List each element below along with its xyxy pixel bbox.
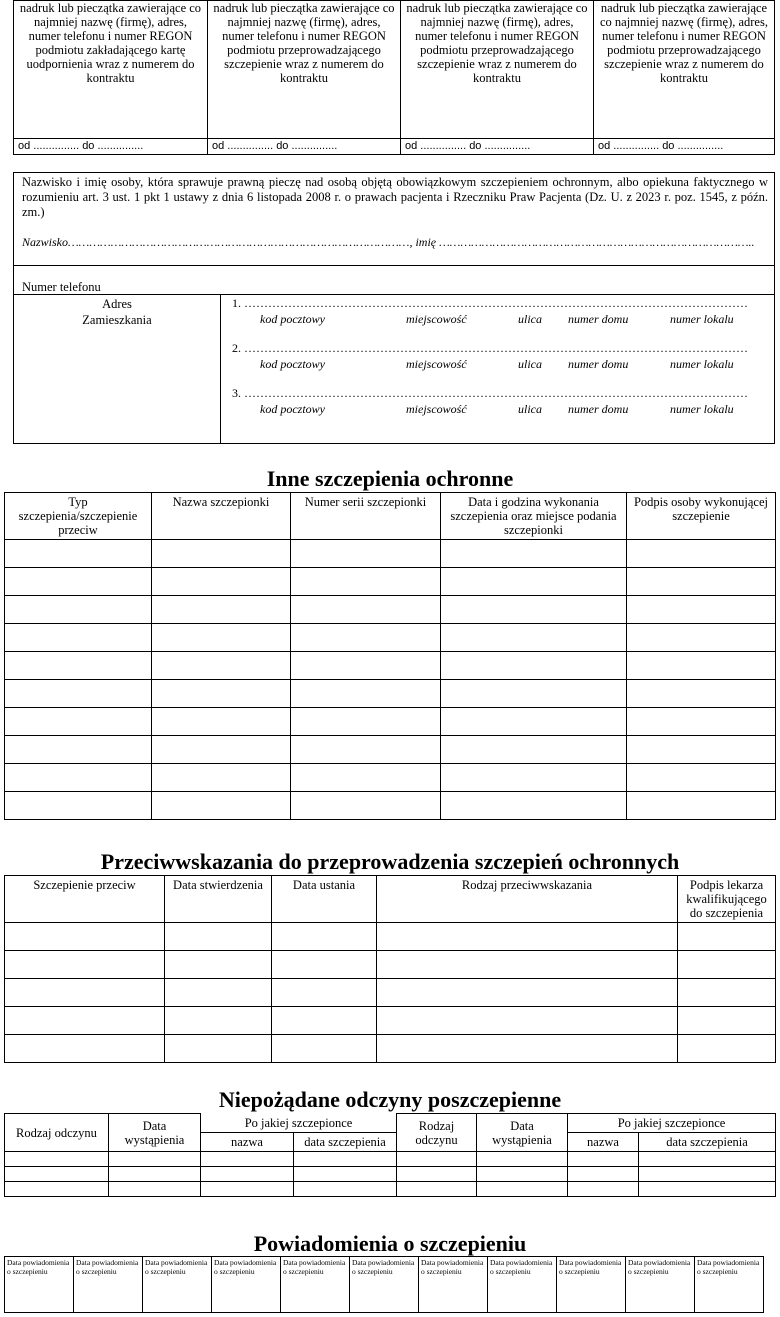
table-cell[interactable] (152, 568, 291, 596)
table-cell[interactable] (678, 1007, 776, 1035)
table-cell[interactable] (377, 1007, 678, 1035)
table-cell[interactable] (109, 1167, 201, 1182)
table-cell[interactable] (5, 1167, 109, 1182)
table-cell[interactable] (165, 1035, 272, 1063)
guardian-box (13, 172, 775, 444)
table-cell[interactable] (639, 1152, 776, 1167)
reactions-table (4, 1113, 776, 1197)
table-cell[interactable] (5, 1182, 109, 1197)
contraindications-title: Przeciwwskazania do przeprowadzenia szczepień ochronnych (100, 849, 680, 874)
street-label: ulica (518, 402, 542, 416)
column-header: Data i godzina wykonania szczepienia oraz miejsce podania szczepionki (441, 493, 627, 540)
notification-cell[interactable]: Data powiadomienia o szczepieniu (212, 1257, 281, 1313)
notifications-table (4, 1256, 764, 1313)
table-cell[interactable] (568, 1167, 639, 1182)
table-cell[interactable] (627, 708, 776, 736)
guardian-intro: Nazwisko i imię osoby, która sprawuje prawną pieczę nad osobą objętą obowiązkowym szczepieniem ochronnym, albo opiekuna faktycznego w rozumieniu art. 3 ust. 1 pkt 1 ustawy z dnia 6 listopada 2008 r. o prawach pacjenta i Rzeczniku Praw Pacjenta (Dz. U. z 2023 r. poz. 1545, z późn. zm.) (22, 175, 768, 219)
table-cell[interactable] (377, 979, 678, 1007)
table-row (5, 764, 776, 792)
notification-cell[interactable]: Data powiadomienia o szczepieniu (419, 1257, 488, 1313)
table-cell[interactable] (152, 680, 291, 708)
address-line-3[interactable]: 3. ……………………………………………………………………………………………………………… (232, 386, 748, 400)
period-field[interactable]: od ............... do ............... (14, 139, 208, 155)
table-cell[interactable] (165, 1007, 272, 1035)
column-header: Data stwierdzenia (165, 876, 272, 923)
table-cell[interactable] (5, 923, 165, 951)
table-cell[interactable] (152, 624, 291, 652)
table-cell[interactable] (627, 736, 776, 764)
column-header: Rodzaj odczynu (397, 1114, 477, 1152)
contraindications-table (4, 875, 776, 1063)
column-header: Rodzaj odczynu (5, 1114, 109, 1152)
table-cell[interactable] (5, 1035, 165, 1063)
column-header: Podpis osoby wykonującej szczepienie (627, 493, 776, 540)
table-row (5, 624, 776, 652)
table-cell[interactable] (165, 923, 272, 951)
stamp-cell: nadruk lub pieczątka zawierające co najmniej nazwę (firmę), adres, numer telefonu i numer REGON podmiotu przeprowadzającego szczepienie wraz z numerem do kontraktu (208, 1, 401, 139)
table-cell[interactable] (627, 652, 776, 680)
table-cell[interactable] (627, 624, 776, 652)
stamp-cell: nadruk lub pieczątka zawierające co najmniej nazwę (firmę), adres, numer telefonu i numer REGON podmiotu zakładającego kartę uodpornienia wraz z numerem do kontraktu (14, 1, 208, 139)
table-cell[interactable] (152, 708, 291, 736)
table-cell[interactable] (5, 708, 152, 736)
table-cell[interactable] (5, 1007, 165, 1035)
table-cell[interactable] (109, 1182, 201, 1197)
table-row (5, 979, 776, 1007)
table-cell[interactable] (5, 540, 152, 568)
table-cell[interactable] (477, 1167, 568, 1182)
column-subheader: nazwa (568, 1133, 639, 1152)
table-cell[interactable] (291, 764, 441, 792)
table-cell[interactable] (441, 736, 627, 764)
table-cell[interactable] (5, 624, 152, 652)
table-row (5, 951, 776, 979)
table-row (5, 540, 776, 568)
table-row (5, 923, 776, 951)
table-cell[interactable] (5, 736, 152, 764)
table-cell[interactable] (109, 1152, 201, 1167)
table-cell[interactable] (377, 1035, 678, 1063)
table-cell[interactable] (291, 568, 441, 596)
column-subheader: data szczepienia (639, 1133, 776, 1152)
table-cell[interactable] (152, 764, 291, 792)
notifications-title: Powiadomienia o szczepieniu (253, 1231, 527, 1256)
postal-code-label: kod pocztowy (260, 402, 325, 416)
table-cell[interactable] (291, 624, 441, 652)
table-row (5, 596, 776, 624)
postal-code-label: kod pocztowy (260, 312, 325, 326)
period-field[interactable]: od ............... do ............... (401, 139, 594, 155)
table-cell[interactable] (272, 1035, 377, 1063)
table-cell[interactable] (291, 680, 441, 708)
table-cell[interactable] (5, 568, 152, 596)
table-cell[interactable] (397, 1167, 477, 1182)
table-cell[interactable] (291, 708, 441, 736)
table-cell[interactable] (441, 596, 627, 624)
divider (14, 265, 774, 266)
table-cell[interactable] (477, 1182, 568, 1197)
table-cell[interactable] (291, 736, 441, 764)
table-cell[interactable] (201, 1182, 294, 1197)
table-cell[interactable] (5, 652, 152, 680)
table-cell[interactable] (441, 764, 627, 792)
table-row (5, 792, 776, 820)
column-header: Po jakiej szczepionce (568, 1114, 776, 1133)
table-cell[interactable] (441, 680, 627, 708)
period-field[interactable]: od ............... do ............... (594, 139, 775, 155)
address-line-2[interactable]: 2. ……………………………………………………………………………………………………………… (232, 341, 748, 355)
notification-cell[interactable]: Data powiadomienia o szczepieniu (143, 1257, 212, 1313)
table-row (5, 1182, 776, 1197)
table-cell[interactable] (397, 1152, 477, 1167)
table-cell[interactable] (294, 1182, 397, 1197)
table-cell[interactable] (441, 568, 627, 596)
table-cell[interactable] (627, 764, 776, 792)
table-cell[interactable] (152, 792, 291, 820)
table-cell[interactable] (165, 979, 272, 1007)
column-subheader: data szczepienia (294, 1133, 397, 1152)
notification-cell[interactable]: Data powiadomienia o szczepieniu (557, 1257, 626, 1313)
table-cell[interactable] (377, 923, 678, 951)
table-cell[interactable] (678, 923, 776, 951)
table-cell[interactable] (272, 1007, 377, 1035)
table-cell[interactable] (639, 1182, 776, 1197)
table-cell[interactable] (5, 792, 152, 820)
other-vaccinations-title: Inne szczepienia ochronne (266, 466, 514, 491)
city-label: miejscowość (406, 402, 467, 416)
table-cell[interactable] (627, 568, 776, 596)
house-number-label: numer domu (568, 312, 629, 326)
notification-cell[interactable]: Data powiadomienia o szczepieniu (626, 1257, 695, 1313)
street-label: ulica (518, 312, 542, 326)
divider (14, 294, 774, 295)
table-cell[interactable] (568, 1152, 639, 1167)
table-cell[interactable] (441, 540, 627, 568)
table-cell[interactable] (152, 596, 291, 624)
table-cell[interactable] (441, 624, 627, 652)
stamps-table (13, 0, 775, 155)
table-cell[interactable] (5, 951, 165, 979)
column-header: Data wystąpienia (477, 1114, 568, 1152)
apartment-number-label: numer lokalu (670, 312, 734, 326)
street-label: ulica (518, 357, 542, 371)
table-cell[interactable] (377, 951, 678, 979)
table-cell[interactable] (291, 792, 441, 820)
table-cell[interactable] (5, 764, 152, 792)
table-row (5, 736, 776, 764)
house-number-label: numer domu (568, 357, 629, 371)
table-row (5, 652, 776, 680)
reactions-title: Niepożądane odczyny poszczepienne (218, 1087, 562, 1112)
table-cell[interactable] (678, 951, 776, 979)
column-header: Szczepienie przeciw (5, 876, 165, 923)
divider (220, 294, 221, 444)
guardian-name-line[interactable]: Nazwisko……………………………………………………………………………………, imię …………………………………………………………………………….. (22, 235, 755, 249)
notification-cell[interactable]: Data powiadomienia o szczepieniu (281, 1257, 350, 1313)
column-subheader: nazwa (201, 1133, 294, 1152)
table-cell[interactable] (5, 979, 165, 1007)
table-row (5, 680, 776, 708)
table-row (5, 708, 776, 736)
table-cell[interactable] (397, 1182, 477, 1197)
table-cell[interactable] (152, 736, 291, 764)
postal-code-label: kod pocztowy (260, 357, 325, 371)
table-cell[interactable] (627, 792, 776, 820)
period-field[interactable]: od ............... do ............... (208, 139, 401, 155)
table-cell[interactable] (639, 1167, 776, 1182)
table-cell[interactable] (152, 652, 291, 680)
column-header: Data ustania (272, 876, 377, 923)
table-cell[interactable] (627, 540, 776, 568)
table-cell[interactable] (568, 1182, 639, 1197)
table-cell[interactable] (627, 596, 776, 624)
table-row (5, 1167, 776, 1182)
table-cell[interactable] (294, 1152, 397, 1167)
table-row (5, 1152, 776, 1167)
notification-cell[interactable]: Data powiadomienia o szczepieniu (488, 1257, 557, 1313)
column-header: Podpis lekarza kwalifikującego do szczepienia (678, 876, 776, 923)
address-label (14, 296, 220, 328)
table-cell[interactable] (291, 540, 441, 568)
table-cell[interactable] (627, 680, 776, 708)
table-cell[interactable] (441, 792, 627, 820)
table-cell[interactable] (272, 923, 377, 951)
phone-label: Numer telefonu (22, 280, 101, 294)
table-cell[interactable] (291, 596, 441, 624)
house-number-label: numer domu (568, 402, 629, 416)
stamp-cell: nadruk lub pieczątka zawierające co najmniej nazwę (firmę), adres, numer telefonu i numer REGON podmiotu przeprowadzającego szczepienie wraz z numerem do kontraktu (401, 1, 594, 139)
table-row (5, 1035, 776, 1063)
city-label: miejscowość (406, 357, 467, 371)
table-cell[interactable] (152, 540, 291, 568)
table-row (5, 1007, 776, 1035)
table-cell[interactable] (291, 652, 441, 680)
column-header: Nazwa szczepionki (152, 493, 291, 540)
table-cell[interactable] (165, 951, 272, 979)
apartment-number-label: numer lokalu (670, 402, 734, 416)
table-cell[interactable] (678, 979, 776, 1007)
table-cell[interactable] (441, 708, 627, 736)
notification-cell[interactable]: Data powiadomienia o szczepieniu (350, 1257, 419, 1313)
table-cell[interactable] (477, 1152, 568, 1167)
notification-cell[interactable]: Data powiadomienia o szczepieniu (695, 1257, 764, 1313)
address-line-1[interactable]: 1. ……………………………………………………………………………………………………………… (232, 296, 748, 310)
column-header: Data wystąpienia (109, 1114, 201, 1152)
address-label-line: Adres (102, 297, 132, 311)
table-cell[interactable] (201, 1152, 294, 1167)
stamp-cell: nadruk lub pieczątka zawierające co najmniej nazwę (firmę), adres, numer telefonu i numer REGON podmiotu przeprowadzającego szczepienie wraz z numerem do kontraktu (594, 1, 775, 139)
column-header: Po jakiej szczepionce (201, 1114, 397, 1133)
table-cell[interactable] (5, 596, 152, 624)
column-header: Rodzaj przeciwwskazania (377, 876, 678, 923)
column-header: Numer serii szczepionki (291, 493, 441, 540)
table-cell[interactable] (5, 1152, 109, 1167)
other-vaccinations-table (4, 492, 776, 820)
table-cell[interactable] (441, 652, 627, 680)
table-cell[interactable] (272, 951, 377, 979)
table-cell[interactable] (272, 979, 377, 1007)
notification-cell[interactable]: Data powiadomienia o szczepieniu (74, 1257, 143, 1313)
apartment-number-label: numer lokalu (670, 357, 734, 371)
table-cell[interactable] (5, 680, 152, 708)
table-cell[interactable] (294, 1167, 397, 1182)
address-label-line: Zamieszkania (82, 313, 152, 327)
city-label: miejscowość (406, 312, 467, 326)
notification-cell[interactable]: Data powiadomienia o szczepieniu (5, 1257, 74, 1313)
table-cell[interactable] (678, 1035, 776, 1063)
table-cell[interactable] (201, 1167, 294, 1182)
column-header: Typ szczepienia/szczepienie przeciw (5, 493, 152, 540)
table-row (5, 568, 776, 596)
